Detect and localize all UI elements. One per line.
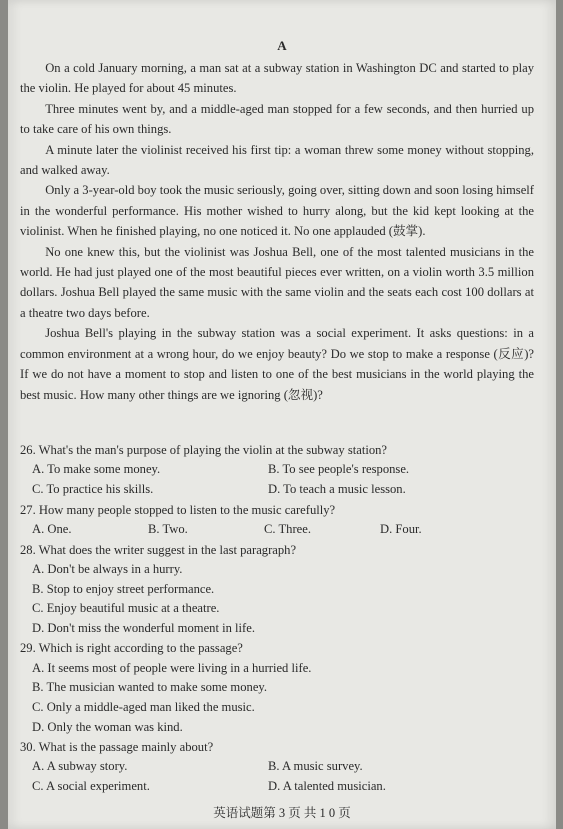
option-group bbox=[20, 460, 534, 499]
option-d: D. A talented musician. bbox=[268, 779, 386, 794]
option-a: A. One. bbox=[32, 521, 72, 536]
option-c: C. A social experiment. bbox=[32, 779, 150, 794]
question-26 bbox=[20, 440, 534, 500]
option-c: C. Only a middle-aged man liked the music. bbox=[32, 699, 255, 714]
question-29 bbox=[20, 638, 534, 737]
option-c: C. Three. bbox=[264, 521, 311, 536]
passage-paragraph: A minute later the violinist received his first tip: a woman threw some money without stopping, and walked away. bbox=[20, 142, 534, 178]
option-d: D. Only the woman was kind. bbox=[32, 719, 183, 734]
question-stem: 26. What's the man's purpose of playing the violin at the subway station? bbox=[20, 443, 388, 457]
exam-page bbox=[8, 0, 556, 829]
option-d: D. Don't miss the wonderful moment in life. bbox=[32, 620, 255, 635]
question-stem: 27. How many people stopped to listen to the music carefully? bbox=[20, 502, 336, 517]
section-heading: A bbox=[277, 38, 287, 53]
question-28 bbox=[20, 540, 534, 639]
option-group bbox=[20, 757, 534, 796]
option-a: A. To make some money. bbox=[32, 462, 161, 477]
option-c: C. To practice his skills. bbox=[32, 481, 154, 496]
question-stem: 29. Which is right according to the passage? bbox=[20, 641, 243, 656]
question-list bbox=[20, 440, 534, 797]
option-b: B. Stop to enjoy street performance. bbox=[32, 581, 215, 596]
page-footer: 英语试题第 3 页 共 1 0 页 bbox=[213, 806, 351, 820]
option-a: A. Don't be always in a hurry. bbox=[32, 561, 183, 576]
option-group bbox=[20, 520, 534, 540]
passage-paragraph: Only a 3-year-old boy took the music seriously, going over, sitting down and soon losing himself in the wonderful performance. His mother wished to hurry along, but the kid kept looking at the violinist. When he finished playing, no one noticed it. No one applauded (鼓掌). bbox=[20, 183, 534, 239]
option-group bbox=[20, 560, 534, 638]
passage-paragraph: Three minutes went by, and a middle-aged man stopped for a few seconds, and then hurried up to take care of his own things. bbox=[20, 101, 534, 137]
option-b: B. A music survey. bbox=[268, 759, 363, 774]
passage-paragraph: No one knew this, but the violinist was Joshua Bell, one of the most talented musicians in the world. He had just played one of the most beautiful pieces ever written, on a violin worth 3.5 million dollars. Joshua Bell played the same music with the same violin and the seats each cost 100 dollars at a theatre two days before. bbox=[20, 244, 534, 320]
option-b: B. The musician wanted to make some money. bbox=[32, 680, 268, 695]
option-a: A. It seems most of people were living in a hurried life. bbox=[32, 660, 312, 675]
option-d: D. Four. bbox=[380, 521, 422, 536]
passage-paragraph: Joshua Bell's playing in the subway station was a social experiment. It asks questions: in a common environment at a wrong hour, do we enjoy beauty? Do we stop to make a response (反应)? If we do not have a moment to stop and listen to one of the best musicians in the world playing the best music. How many other things are we ignoring (忽视)? bbox=[20, 326, 534, 402]
passage-paragraph: On a cold January morning, a man sat at a subway station in Washington DC and started to play the violin. He played for about 45 minutes. bbox=[20, 61, 534, 96]
question-stem: 28. What does the writer suggest in the last paragraph? bbox=[20, 542, 297, 557]
question-stem: 30. What is the passage mainly about? bbox=[20, 740, 214, 755]
option-b: B. To see people's response. bbox=[268, 462, 410, 477]
option-c: C. Enjoy beautiful music at a theatre. bbox=[32, 601, 220, 616]
option-d: D. To teach a music lesson. bbox=[268, 481, 406, 496]
reading-passage bbox=[20, 58, 534, 405]
option-a: A. A subway story. bbox=[32, 759, 128, 774]
question-30 bbox=[20, 737, 534, 797]
option-group bbox=[20, 659, 534, 737]
question-27 bbox=[20, 500, 534, 540]
option-b: B. Two. bbox=[148, 521, 188, 536]
